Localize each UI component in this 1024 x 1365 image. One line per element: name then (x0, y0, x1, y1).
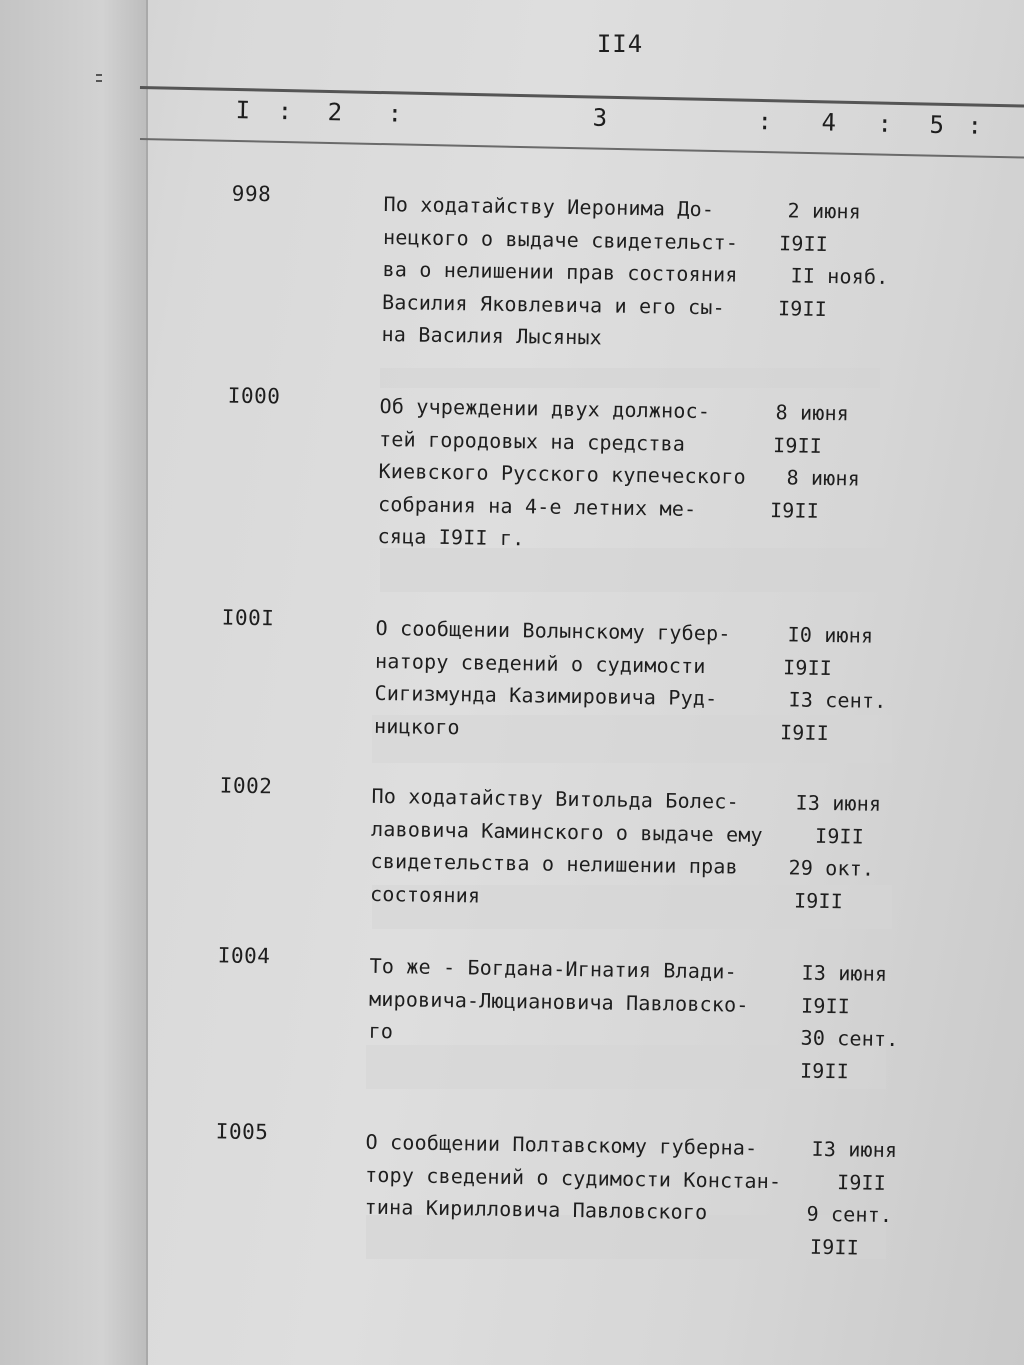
column-2-label: 2 (327, 98, 343, 127)
entry-description (377, 390, 747, 558)
description-line: По ходатайству Иеронима До- (383, 192, 715, 222)
register-entry (0, 770, 1024, 946)
date-end: 9 сент. (806, 1201, 893, 1228)
date-end: II нояб. (790, 263, 889, 289)
date-end: I3 сент. (788, 687, 887, 713)
description-line: мировича-Люциановича Павловско- (368, 986, 749, 1017)
column-separator: : (877, 109, 893, 138)
date-end-year: I9II (769, 497, 820, 523)
entry-description (370, 780, 764, 916)
description-line: нецкого о выдаче свидетельст- (382, 224, 739, 255)
date-start-year: I9II (836, 1169, 887, 1195)
entry-number: 998 (231, 181, 272, 207)
column-3-label: 3 (592, 103, 608, 132)
description-line: О сообщении Волынскому губер- (375, 615, 731, 646)
register-entry (0, 380, 1024, 556)
date-start: I3 июня (801, 960, 888, 986)
entry-number: I00I (221, 605, 275, 631)
entry-description (374, 612, 731, 748)
column-separator: : (387, 99, 403, 128)
description-line: То же - Богдана-Игнатия Влади- (369, 953, 738, 984)
description-line: собрания на 4-е летних ме- (377, 491, 697, 521)
left-page-mark (96, 74, 102, 76)
description-line: Сигизмунда Казимировича Руд- (374, 680, 718, 711)
entry-dates (788, 787, 882, 918)
bleed-through (380, 368, 880, 388)
entry-dates (800, 957, 900, 1089)
date-start: I3 июня (795, 790, 882, 816)
description-line: ва о нелишении прав состояния (382, 257, 738, 287)
description-line: на Василия Лысяных (381, 322, 603, 350)
register-entry (0, 602, 1024, 778)
description-line: лавовича Каминского о выдаче ему (370, 816, 763, 847)
date-start: 2 июня (787, 198, 862, 224)
page-number: II4 (596, 30, 644, 58)
description-line: тей городовых на средства (378, 426, 686, 456)
date-start-year: I9II (778, 230, 829, 256)
date-start-year: I9II (800, 993, 851, 1018)
description-line: свидетельства о нелишении прав (370, 848, 738, 879)
column-separator: : (757, 107, 773, 136)
entry-description (381, 188, 739, 356)
description-line: состояния (369, 881, 481, 908)
column-5-label: 5 (929, 110, 945, 139)
date-start-year: I9II (814, 823, 865, 849)
column-separator: : (967, 111, 983, 140)
date-start: I0 июня (787, 622, 874, 648)
date-start-year: I9II (782, 654, 833, 680)
date-end: 8 июня (786, 465, 861, 491)
description-line: сяца I9II г. (377, 523, 525, 551)
column-separator: : (277, 97, 293, 126)
column-1-label: I (235, 96, 251, 125)
description-line: Василия Яковлевича и его сы- (381, 289, 726, 319)
entry-dates (777, 194, 890, 326)
entry-number: I000 (227, 383, 281, 409)
date-end-year: I9II (809, 1234, 860, 1260)
description-line: Об учреждении двух должнос- (379, 393, 711, 424)
date-end-year: I9II (799, 1058, 850, 1083)
entry-number: I005 (215, 1119, 269, 1145)
description-line: Киевского Русского купеческого (378, 458, 746, 489)
date-end-year: I9II (779, 719, 830, 745)
date-end-year: I9II (793, 887, 844, 913)
left-page-mark (96, 80, 102, 82)
register-entry (0, 940, 1024, 1116)
entry-dates (769, 396, 861, 527)
entry-dates (806, 1133, 898, 1264)
entry-description (368, 950, 749, 1053)
entry-number: I002 (219, 773, 273, 799)
date-end-year: I9II (777, 295, 828, 321)
entry-number: I004 (217, 943, 271, 969)
description-line: тору сведений о судимости Констан- (364, 1162, 782, 1193)
description-line: ницкого (373, 713, 460, 739)
register-entry (0, 1116, 1024, 1292)
description-line: О сообщении Полтавскому губерна- (365, 1129, 758, 1160)
date-end: 29 окт. (788, 855, 875, 881)
column-4-label: 4 (821, 108, 837, 137)
entry-description (364, 1126, 782, 1230)
date-start-year: I9II (772, 432, 823, 458)
description-line: го (368, 1018, 394, 1044)
description-line: натору сведений о судимости (374, 648, 706, 678)
entry-dates (779, 618, 888, 750)
description-line: тина Кирилловича Павловского (364, 1194, 708, 1225)
column-header (227, 96, 1024, 173)
date-start: 8 июня (775, 400, 850, 426)
register-entry (0, 178, 1024, 354)
date-start: I3 июня (811, 1136, 898, 1163)
date-end: 30 сент. (800, 1025, 899, 1052)
description-line: По ходатайству Витольда Болес- (371, 783, 740, 814)
